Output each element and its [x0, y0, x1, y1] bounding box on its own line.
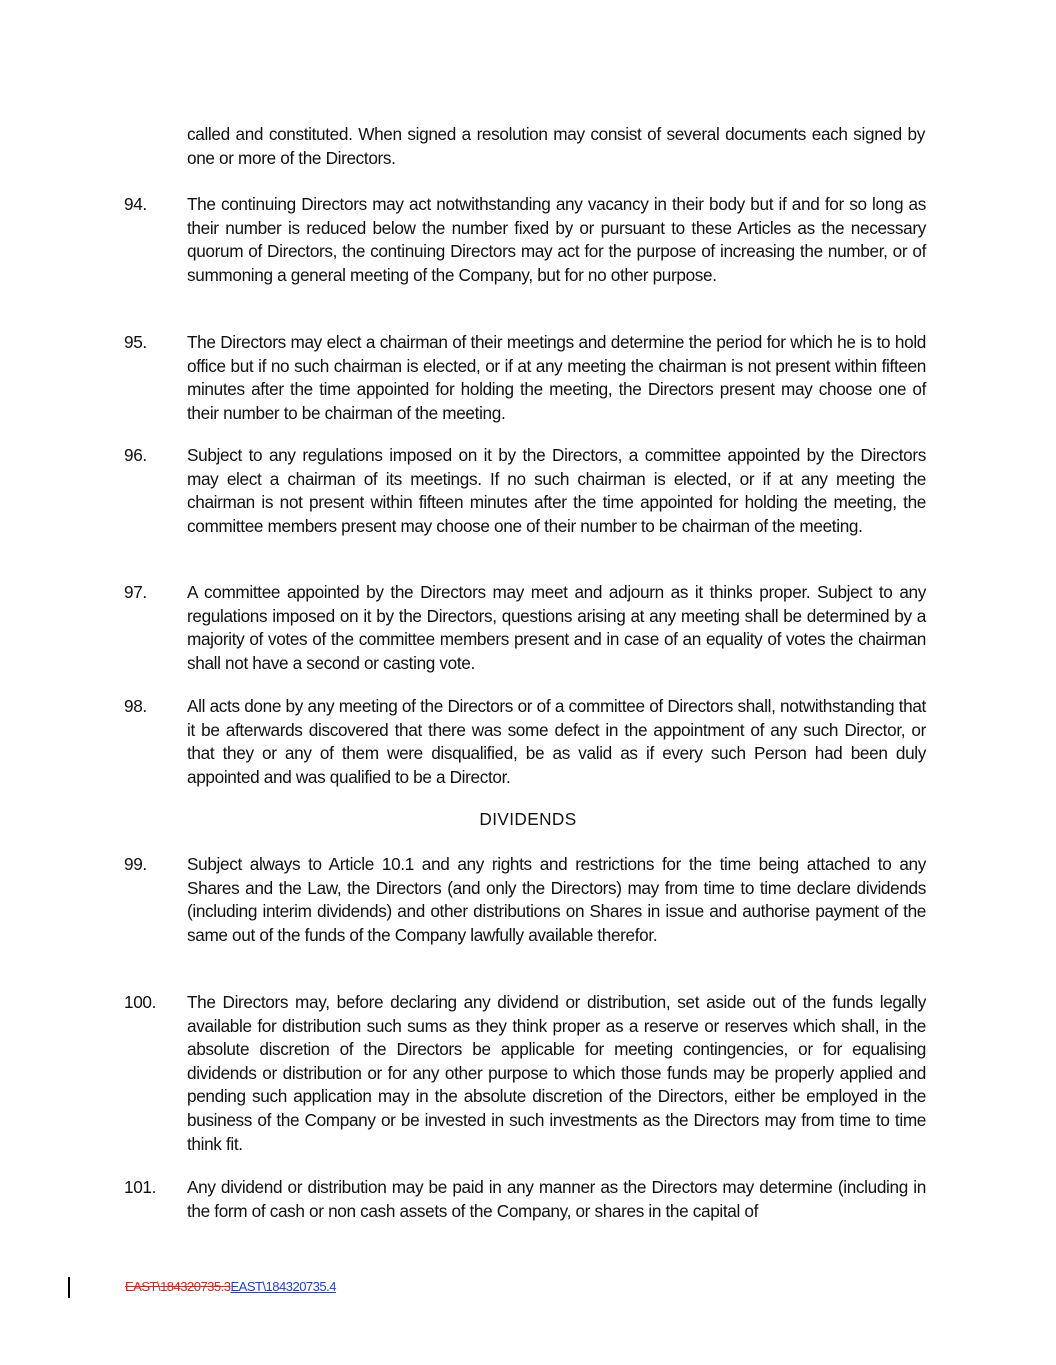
article-number: 101.	[124, 1177, 157, 1197]
article-94	[124, 193, 926, 287]
article-text: The Directors may elect a chairman of their meetings and determine the period for which he is to hold office but if no such chairman is elected, or if at any meeting the chairman is not present within fifteen minutes after the time appointed for holding the meeting, the Directors present may choose one of their number to be chairman of the meeting.	[187, 332, 926, 423]
article-99	[124, 853, 926, 947]
article-text: All acts done by any meeting of the Directors or of a committee of Directors shall, notwithstanding that it be afterwards discovered that there was some defect in the appointment of any such Director, or that they or any of them were disqualified, be as valid as if every such Person had been duly appointed and was qualified to be a Director.	[187, 696, 926, 787]
article-text: Subject always to Article 10.1 and any rights and restrictions for the time being attached to any Shares and the Law, the Directors (and only the Directors) may from time to time declare dividends (including interim dividends) and other distributions on Shares in issue and authorise payment of the same out of the funds of the Company lawfully available therefor.	[187, 854, 926, 945]
article-98	[124, 695, 926, 789]
article-text: The Directors may, before declaring any dividend or distribution, set aside out of the funds legally available for distribution such sums as they think proper as a reserve or reserves which shall, in the absolute discretion of the Directors be applicable for meeting contingencies, or for equalising dividends or distribution or for any other purpose to which those funds may be properly applied and pending such application may in the absolute discretion of the Directors, either be employed in the business of the Company or be invested in such investments as the Directors may from time to time think fit.	[187, 992, 926, 1154]
change-bar	[68, 1277, 70, 1298]
article-number: 100.	[124, 992, 157, 1012]
article-number: 97.	[124, 582, 147, 602]
article-97	[124, 581, 926, 675]
document-reference	[125, 1279, 336, 1295]
article-100	[124, 991, 926, 1156]
article-101	[124, 1176, 926, 1223]
article-number: 99.	[124, 854, 147, 874]
article-number: 96.	[124, 445, 147, 465]
continued-paragraph: called and constituted. When signed a resolution may consist of several documents each signed by one or more of the Directors.	[187, 124, 925, 168]
article-text: The continuing Directors may act notwithstanding any vacancy in their body but if and for so long as their number is reduced below the number fixed by or pursuant to these Articles as the necessary quorum of Directors, the continuing Directors may act for the purpose of increasing the number, or of summoning a general meeting of the Company, but for no other purpose.	[187, 194, 926, 285]
article-96	[124, 444, 926, 538]
inserted-document-ref: EAST\184320735.4	[230, 1279, 336, 1294]
article-text: Any dividend or distribution may be paid in any manner as the Directors may determine (including in the form of cash or non cash assets of the Company, or shares in the capital of	[187, 1177, 926, 1221]
article-95	[124, 331, 926, 425]
article-text: A committee appointed by the Directors may meet and adjourn as it thinks proper. Subject to any regulations imposed on it by the Directors, questions arising at any meeting shall be determined by a majority of votes of the committee members present and in case of an equality of votes the chairman shall not have a second or casting vote.	[187, 582, 926, 673]
deleted-document-ref: EAST\184320735.3	[125, 1279, 231, 1294]
article-number: 94.	[124, 194, 147, 214]
section-heading-dividends: DIVIDENDS	[479, 809, 577, 829]
article-number: 98.	[124, 696, 147, 716]
article-text: Subject to any regulations imposed on it by the Directors, a committee appointed by the Directors may elect a chairman of its meetings. If no such chairman is elected, or if at any meeting the chairman is not present within fifteen minutes after the time appointed for holding the meeting, the committee members present may choose one of their number to be chairman of the meeting.	[187, 445, 926, 536]
article-number: 95.	[124, 332, 147, 352]
